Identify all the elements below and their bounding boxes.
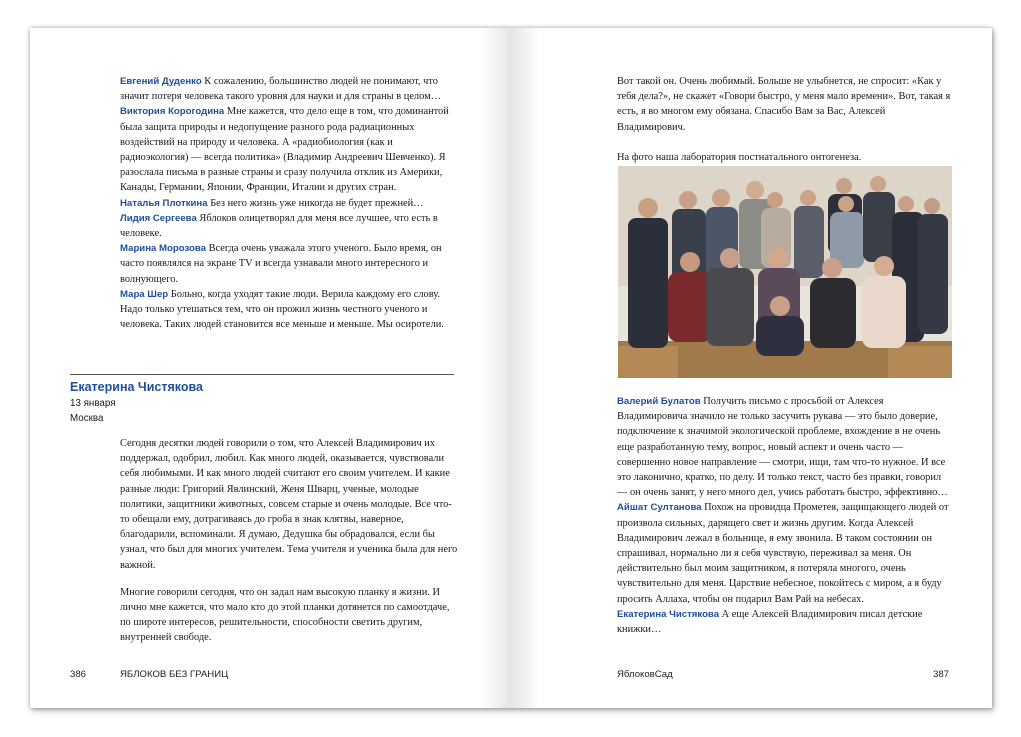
gutter-shadow-left — [481, 28, 511, 708]
section-divider — [70, 374, 454, 375]
author-date: 13 января — [70, 398, 116, 409]
page-number-left: 386 — [70, 669, 87, 680]
commenter-name: Лидия Сергеева — [120, 212, 197, 224]
comment-text: К сожалению, большинство людей не понимают, что значит потеря человека такого уровня для науки и для страны в целом… — [120, 76, 442, 103]
commenter-name: Екатерина Чистякова — [617, 608, 720, 620]
comment-text: Больно, когда уходят такие люди. Верила каждому его слову. Надо только утешаться тем, что он прожил жизнь честного ученого и человека. Таких людей становится все меньше и меньше. Мы осиротели. — [120, 288, 444, 331]
author-name: Екатерина Чистякова — [70, 380, 203, 394]
comment — [617, 607, 953, 637]
essay-paragraph: Многие говорили сегодня, что он задал нам высокую планку в жизни. И лично мне кажется, что мало кто до этой планки дотянется по самоотдаче, по широте интересов, решительности, способности светить другим, внутренней свободе. — [120, 586, 450, 644]
left-comments — [120, 74, 460, 332]
book-spread — [30, 28, 992, 708]
right-comments — [617, 394, 953, 637]
comment-text: А еще Алексей Владимирович писал детские книжки… — [617, 608, 923, 636]
intro-paragraph: Вот такой он. Очень любимый. Больше не улыбнется, не спросит: «Как у тебя дела?», не скажет «Говори быстро, у меня мало времени». Вот, такая я есть, я во многом ему обязана. Спасибо Вам за Вас, Алексей Владимирович. — [617, 76, 951, 133]
comment-text: Получить письмо с просьбой от Алексея Владимировича значило не только засучить рукава — это было доверие, подключение к значимой экологической проблеме, вхождение в не очень еще разработанную тему, вопрос, новый аспект и очень часто — совершенно новое направление — смотри, ищи, там что-то нужное. И все это лаконично, кратко, по делу. И только текст, часто без правки, говорил — он очень занят, у него много дел, учись работать быстро, эффективно… — [617, 396, 948, 499]
commenter-name: Евгений Дуденко — [120, 76, 202, 87]
gutter-shadow-right — [511, 28, 539, 708]
left-page — [30, 28, 511, 708]
group-photo — [618, 166, 952, 378]
commenter-name: Мара Шер — [120, 288, 169, 300]
comment-text: Всегда очень уважала этого ученого. Было время, он часто появлялся на экране TV и всегда узнавали много интересного и волнующего. — [120, 243, 442, 285]
comment — [120, 211, 460, 241]
comment — [120, 287, 460, 333]
commenter-name: Виктория Корогодина — [120, 106, 225, 118]
commenter-name: Марина Морозова — [120, 243, 206, 255]
right-page — [511, 28, 992, 708]
right-intro — [617, 74, 953, 165]
commenter-name: Наталья Плоткина — [120, 197, 208, 209]
commenter-name: Айшат Султанова — [617, 502, 702, 514]
comment-text: Похож на провидца Прометея, защищающего людей от произвола сильных, дарящего свет и жизнь другим. Когда Алексей Владимирович лежал в больнице, я ему звонила. В таком состоянии он спрашивал, нормально ли я себя чувствую, переживал за меня. Он действительно был моим защитником, я потеряла многого, очень чувствительно для меня. Царствие небесное, покойтесь с миром, а я буду просить Аллаха, чтобы он подарил Вам Рай на небесах. — [617, 502, 949, 605]
comment — [120, 104, 460, 195]
comment — [120, 74, 460, 104]
comment-text: Яблоков олицетворял для меня все лучшее, что есть в человеке. — [120, 212, 438, 240]
running-title-right: ЯблоковСад — [617, 669, 673, 680]
comment — [120, 196, 460, 211]
author-city: Москва — [70, 413, 104, 424]
comment — [617, 500, 953, 606]
essay — [120, 436, 460, 658]
page-number-right: 387 — [933, 669, 950, 680]
comment — [120, 241, 460, 287]
comment-text: Без него жизнь уже никогда не будет прежней… — [210, 197, 424, 209]
comment — [617, 394, 953, 500]
comment-text: Мне кажется, что дело еще в том, что доминантой была защита природы и недопущение разного рода радиационных воздействий на природу и человека. А «радиобиология (как и радиоэкология) — всегда политика» (Владимир Андреевич Шевченко). Я разослала письма в разные страны и сразу получила отклик из Америки, Канады, Германии, Японии, Франции, Италии и других стран. — [120, 106, 449, 194]
running-title-left: ЯБЛОКОВ БЕЗ ГРАНИЦ — [120, 669, 229, 680]
photo-caption: На фото наша лаборатория постнатального онтогенеза. — [617, 151, 862, 163]
commenter-name: Валерий Булатов — [617, 396, 701, 407]
group-photo-illustration — [618, 166, 952, 378]
essay-paragraph: Сегодня десятки людей говорили о том, что Алексей Владимирович их поддержал, одобрил, любил. Как много людей, оказывается, чувствовали себя любимыми. И как много людей считают его своим учителем. И какие разные люди: Григорий Явлинский, Женя Шварц, ученые, молодые политики, защитники животных, совсем старые и очень молодые. Все что-то обещали ему, дотрагиваясь до гроба в знак клятвы, наверное, благодарили, вспоминали. Я думаю, Дедушка бы обрадовался, если бы узнал, что был для многих учителем. Тема учителя и ученика была для него важной. — [120, 438, 458, 571]
